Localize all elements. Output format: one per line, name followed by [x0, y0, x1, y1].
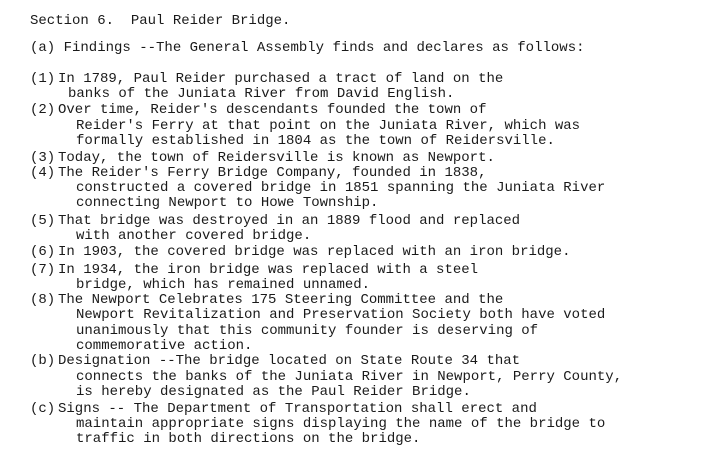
finding-line: Today, the town of Reidersville is known as Newport. — [58, 150, 495, 166]
finding-line: connecting Newport to Howe Township. — [76, 195, 379, 211]
designation-line: is hereby designated as the Paul Reider Bridge. — [76, 384, 471, 400]
finding-line: formally established in 1804 as the town of Reidersville. — [76, 133, 555, 149]
finding-line: constructed a covered bridge in 1851 spanning the Juniata River — [76, 180, 606, 196]
finding-marker: (4) — [30, 165, 56, 181]
finding-line: In 1934, the iron bridge was replaced with a steel — [58, 262, 479, 278]
signs-marker: (c) — [30, 401, 56, 417]
designation-line: connects the banks of the Juniata River in Newport, Perry County, — [76, 369, 623, 385]
finding-line: In 1789, Paul Reider purchased a tract of land on the — [58, 71, 504, 87]
findings-intro: (a) Findings --The General Assembly finds and declares as follows: — [30, 40, 585, 56]
finding-line: In 1903, the covered bridge was replaced with an iron bridge. — [58, 244, 571, 260]
finding-line: Newport Revitalization and Preservation Society both have voted — [76, 307, 606, 323]
finding-line: That bridge was destroyed in an 1889 flood and replaced — [58, 213, 521, 229]
signs-line: Signs -- The Department of Transportation shall erect and — [58, 401, 537, 417]
finding-line: The Reider's Ferry Bridge Company, founded in 1838, — [58, 165, 487, 181]
designation-marker: (b) — [30, 353, 56, 369]
finding-line: banks of the Juniata River from David English. — [68, 86, 455, 102]
finding-line: unanimously that this community founder is deserving of — [76, 323, 539, 339]
finding-line: Reider's Ferry at that point on the Juniata River, which was — [76, 118, 581, 134]
designation-line: Designation --The bridge located on State Route 34 that — [58, 353, 521, 369]
finding-marker: (1) — [30, 71, 56, 87]
finding-marker: (8) — [30, 292, 56, 308]
finding-line: commemorative action. — [76, 338, 253, 354]
finding-line: The Newport Celebrates 175 Steering Committee and the — [58, 292, 504, 308]
finding-marker: (3) — [30, 150, 56, 166]
finding-marker: (6) — [30, 244, 56, 260]
finding-line: with another covered bridge. — [76, 228, 312, 244]
finding-marker: (5) — [30, 213, 56, 229]
signs-line: traffic in both directions on the bridge. — [76, 431, 421, 447]
section-heading: Section 6. Paul Reider Bridge. — [30, 13, 291, 29]
finding-marker: (2) — [30, 102, 56, 118]
finding-line: bridge, which has remained unnamed. — [76, 277, 371, 293]
finding-marker: (7) — [30, 262, 56, 278]
signs-line: maintain appropriate signs displaying the name of the bridge to — [76, 416, 606, 432]
finding-line: Over time, Reider's descendants founded the town of — [58, 102, 487, 118]
